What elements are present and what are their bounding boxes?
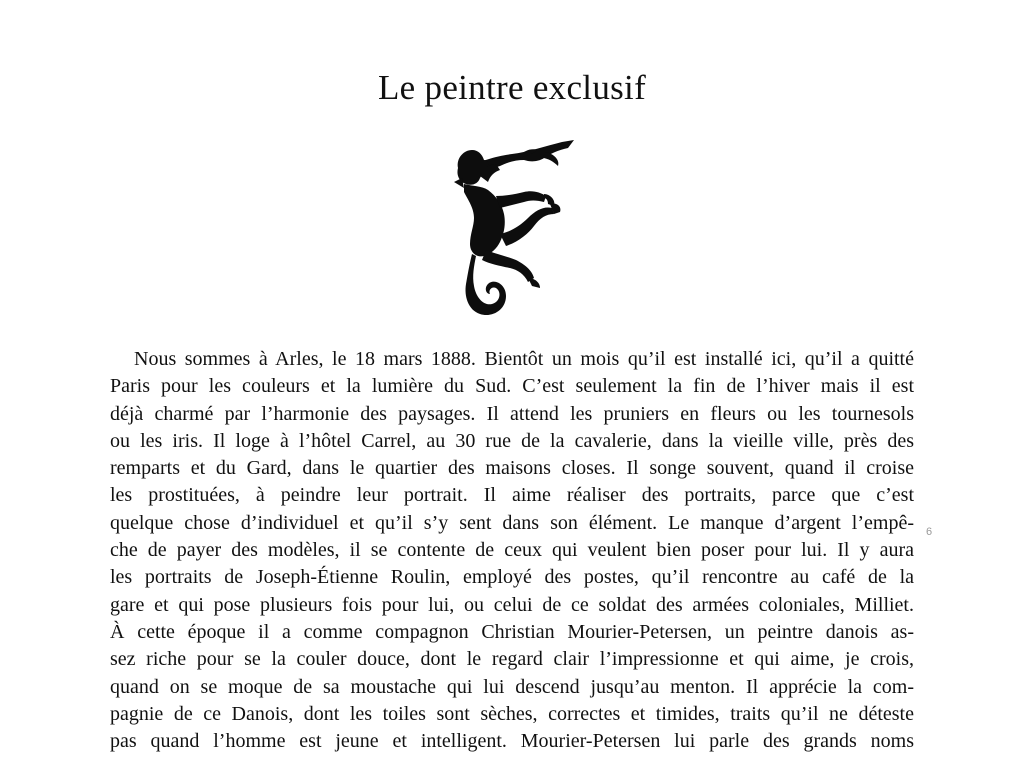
text-line: Nous sommes à Arles, le 18 mars 1888. Bientôt un mois qu’il est installé ici, qu’il a quitté — [134, 348, 914, 370]
text-line: che de payer des modèles, il se contente de ceux qui veulent bien poser pour lui. Il y aura — [110, 539, 914, 562]
text-line: pas quand l’homme est jeune et intelligent. Mourier-Petersen lui parle des grands noms — [110, 730, 914, 753]
text-line: remparts et du Gard, dans le quartier des maisons closes. Il songe souvent, quand il croise — [110, 457, 914, 480]
text-line: ou les iris. Il loge à l’hôtel Carrel, au 30 rue de la cavalerie, dans la vieille ville, près des — [110, 429, 914, 452]
text-line: gare et qui pose plusieurs fois pour lui, ou celui de ce soldat des armées coloniales, Milliet. — [110, 593, 914, 616]
text-line: pagnie de ce Danois, dont les toiles sont sèches, correctes et timides, traits qu’il ne déteste — [110, 702, 914, 725]
text-line: déjà charmé par l’harmonie des paysages. Il attend les pruniers en fleurs ou les tournesols — [110, 402, 914, 425]
page-number: 6 — [926, 526, 933, 538]
monkey-ornament-icon — [450, 138, 576, 322]
text-line: Paris pour les couleurs et la lumière du Sud. C’est seulement la fin de l’hiver mais il est — [110, 375, 914, 398]
text-line: quand on se moque de sa moustache qui lui descend jusqu’au menton. Il apprécie la com- — [110, 675, 914, 698]
text-line: les prostituées, à peindre leur portrait. Il aime réaliser des portraits, parce que c’est — [110, 484, 914, 507]
text-line: les portraits de Joseph-Étienne Roulin, employé des postes, qu’il rencontre au café de la — [110, 566, 914, 589]
chapter-title: Le peintre exclusif — [377, 68, 647, 107]
text-line: À cette époque il a comme compagnon Christian Mourier-Petersen, un peintre danois as- — [110, 620, 914, 643]
text-line: sez riche pour se la couler douce, dont le regard clair l’impressionne et qui aime, je crois, — [110, 648, 914, 671]
chapter-body-text — [110, 346, 914, 755]
text-line: quelque chose d’individuel et qu’il s’y sent dans son élément. Le manque d’argent l’empê- — [110, 511, 914, 534]
